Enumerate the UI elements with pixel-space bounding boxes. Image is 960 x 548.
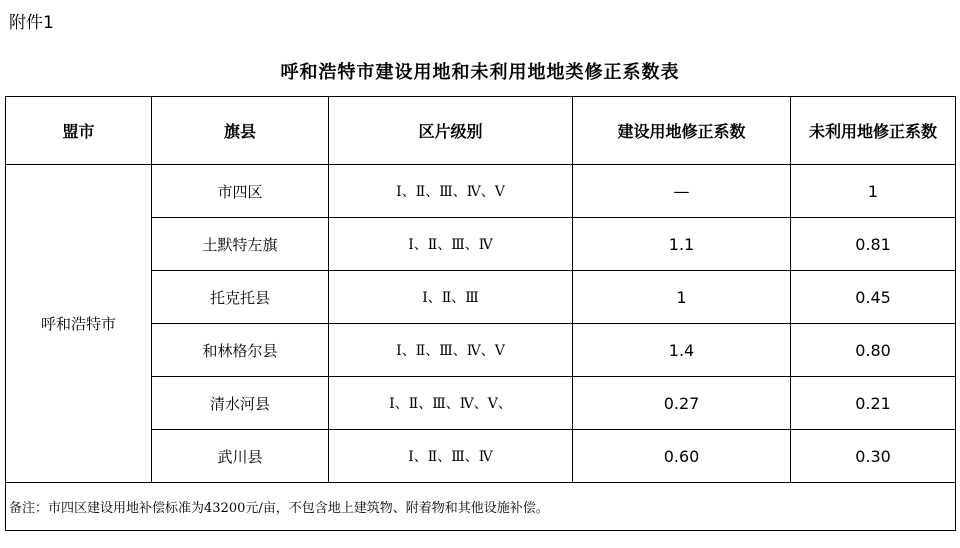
county-cell: 市四区 (152, 165, 329, 218)
construction-coefficient-cell: — (573, 165, 791, 218)
zone-level-cell: Ⅰ、Ⅱ、Ⅲ、Ⅳ (329, 430, 573, 483)
header-construction-coefficient: 建设用地修正系数 (573, 97, 791, 165)
construction-coefficient-cell: 0.60 (573, 430, 791, 483)
document-title: 呼和浩特市建设用地和未利用地地类修正系数表 (280, 62, 680, 83)
unused-coefficient-cell: 0.80 (791, 324, 956, 377)
county-cell: 土默特左旗 (152, 218, 329, 271)
header-city: 盟市 (6, 97, 152, 165)
unused-coefficient-cell: 0.45 (791, 271, 956, 324)
unused-coefficient-cell: 0.30 (791, 430, 956, 483)
zone-level-cell: Ⅰ、Ⅱ、Ⅲ、Ⅳ、Ⅴ (329, 165, 573, 218)
attachment-label: 附件1 (9, 13, 54, 33)
county-cell: 清水河县 (152, 377, 329, 430)
city-cell: 呼和浩特市 (6, 165, 152, 483)
construction-coefficient-cell: 1 (573, 271, 791, 324)
coefficient-table (5, 96, 956, 531)
zone-level-cell: Ⅰ、Ⅱ、Ⅲ、Ⅳ、Ⅴ (329, 324, 573, 377)
note-row (6, 483, 956, 531)
header-zone-level: 区片级别 (329, 97, 573, 165)
header-unused-coefficient: 未利用地修正系数 (791, 97, 956, 165)
construction-coefficient-cell: 1.1 (573, 218, 791, 271)
construction-coefficient-cell: 0.27 (573, 377, 791, 430)
note-cell: 备注：市四区建设用地补偿标准为43200元/亩，不包含地上建筑物、附着物和其他设施补偿。 (6, 483, 956, 531)
construction-coefficient-cell: 1.4 (573, 324, 791, 377)
zone-level-cell: Ⅰ、Ⅱ、Ⅲ (329, 271, 573, 324)
unused-coefficient-cell: 0.21 (791, 377, 956, 430)
unused-coefficient-cell: 0.81 (791, 218, 956, 271)
county-cell: 和林格尔县 (152, 324, 329, 377)
county-cell: 武川县 (152, 430, 329, 483)
zone-level-cell: Ⅰ、Ⅱ、Ⅲ、Ⅳ (329, 218, 573, 271)
header-county: 旗县 (152, 97, 329, 165)
zone-level-cell: Ⅰ、Ⅱ、Ⅲ、Ⅳ、Ⅴ、 (329, 377, 573, 430)
county-cell: 托克托县 (152, 271, 329, 324)
table-header-row (6, 97, 956, 165)
unused-coefficient-cell: 1 (791, 165, 956, 218)
table-row (6, 165, 956, 218)
